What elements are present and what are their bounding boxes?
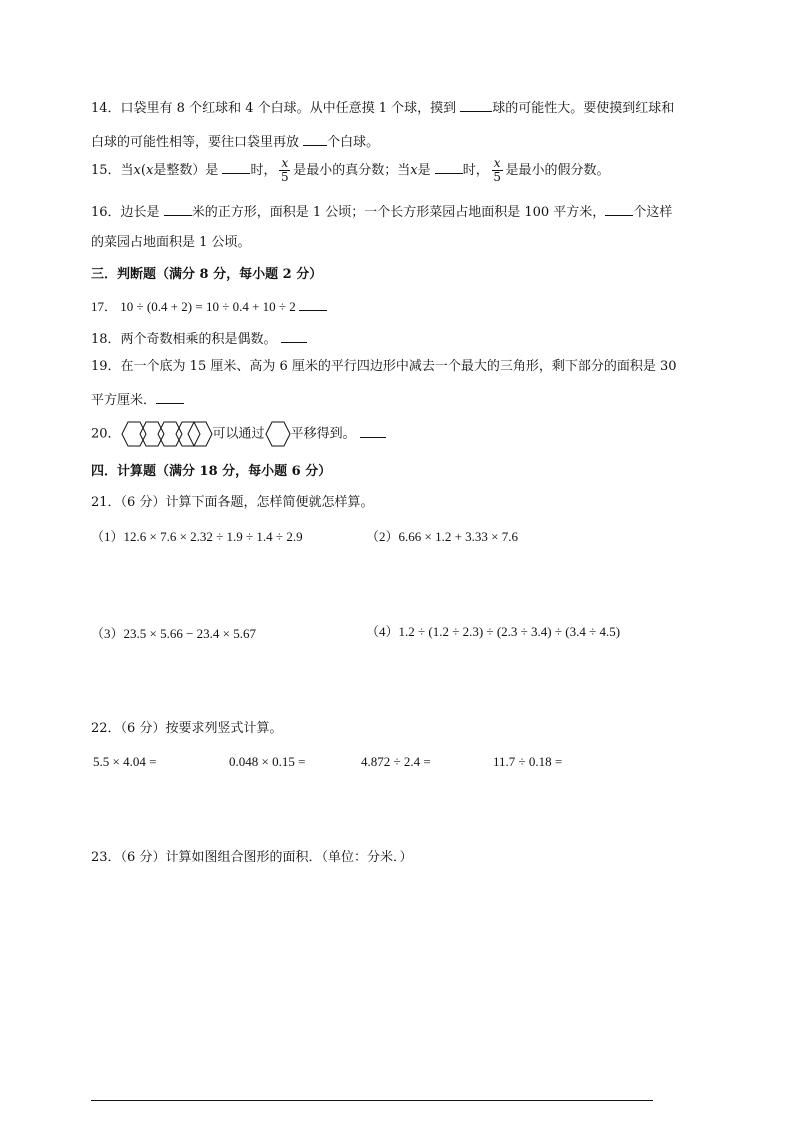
question-14-line-1: 14．口袋里有 8 个红球和 4 个白球。从中任意摸 1 个球，摸到 球的可能性大。要使摸到红球和 <box>91 97 674 118</box>
question-15: 15．当x(x是整数）是 时， $\frac{x}{5}$ 是最小的真分数；当x是 时， $\frac{x}{5}$ 是最小的假分数。 <box>91 156 610 184</box>
question-16-line-2: 的菜园占地面积是 1 公顷。 <box>91 235 251 250</box>
fraction-x-over-5: $\frac{x}{5}$ <box>493 156 501 184</box>
section-3-heading: 三．判断题（满分 8 分，每小题 2 分） <box>91 267 323 282</box>
question-22-item-1: 5.5 × 4.04 = <box>93 754 157 769</box>
fraction-x-over-5: $\frac{x}{5}$ <box>281 156 289 184</box>
question-22-item-2: 0.048 × 0.15 = <box>229 754 306 769</box>
answer-blank[interactable] <box>156 389 184 404</box>
question-18: 18．两个奇数相乘的积是偶数。 <box>91 328 307 349</box>
answer-blank[interactable] <box>164 201 192 216</box>
question-21-title: 21．（6 分）计算下面各题，怎样简便就怎样算。 <box>91 495 374 510</box>
answer-blank[interactable] <box>435 159 463 174</box>
question-21-part-3: （3）23.5 × 5.66 − 23.4 × 5.67 <box>91 626 256 641</box>
footer-divider <box>91 1100 653 1101</box>
question-14-line-2: 白球的可能性相等，要往口袋里再放 个白球。 <box>91 131 379 152</box>
answer-blank[interactable] <box>222 159 250 174</box>
answer-blank[interactable] <box>460 97 492 112</box>
question-21-part-2: （2）6.66 × 1.2 + 3.33 × 7.6 <box>366 529 518 544</box>
question-19-line-1: 19．在一个底为 15 厘米、高为 6 厘米的平行四边形中减去一个最大的三角形，剩下部分的面积是 30 <box>91 359 677 374</box>
section-4-heading: 四．计算题（满分 18 分，每小题 6 分） <box>91 464 332 479</box>
question-21-part-4: （4）1.2 ÷ (1.2 ÷ 2.3) ÷ (2.3 ÷ 3.4) ÷ (3.4 ÷ 4.5) <box>366 624 621 639</box>
question-22-title: 22．（6 分）按要求列竖式计算。 <box>91 721 283 736</box>
answer-blank[interactable] <box>303 131 327 146</box>
question-19-line-2: 平方厘米． <box>91 389 184 410</box>
answer-blank[interactable] <box>360 423 386 438</box>
answer-blank[interactable] <box>605 201 633 216</box>
question-23: 23．（6 分）计算如图组合图形的面积．（单位：分米．） <box>91 850 413 865</box>
question-20: 20． 可以通过 平移得到。 <box>91 420 386 448</box>
answer-blank[interactable] <box>281 328 307 343</box>
hexagon-chain-icon <box>121 420 213 448</box>
answer-blank[interactable] <box>299 296 327 311</box>
question-22-item-3: 4.872 ÷ 2.4 = <box>361 754 431 769</box>
single-hexagon-icon <box>265 420 291 448</box>
question-17: 17． 10 ÷ (0.4 + 2) = 10 ÷ 0.4 + 10 ÷ 2 <box>91 296 327 316</box>
question-21-part-1: （1）12.6 × 7.6 × 2.32 ÷ 1.9 ÷ 1.4 ÷ 2.9 <box>91 529 303 544</box>
question-22-item-4: 11.7 ÷ 0.18 = <box>493 754 563 769</box>
question-16-line-1: 16．边长是 米的正方形，面积是 1 公顷；一个长方形菜园占地面积是 100 平方米， 个这样 <box>91 201 672 222</box>
